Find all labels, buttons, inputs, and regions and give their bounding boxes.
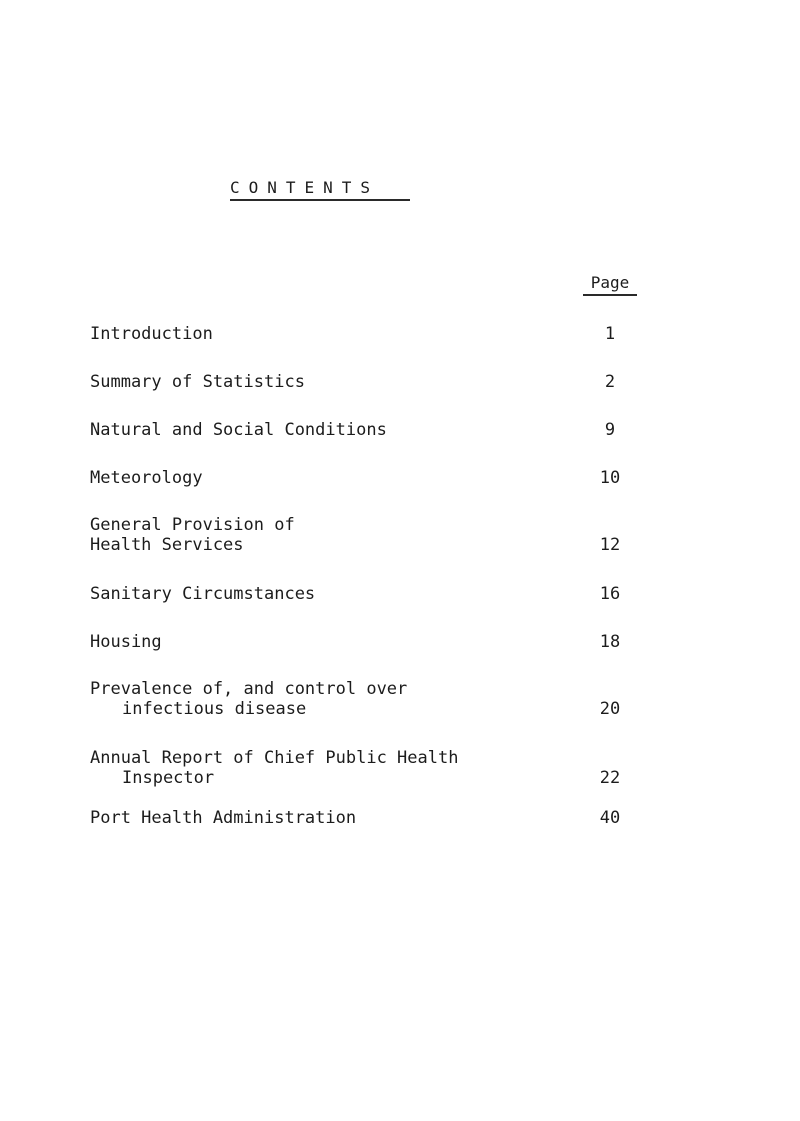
page-column-underline — [583, 294, 637, 296]
toc-entry-infectious-disease — [90, 679, 550, 719]
title-underline — [230, 199, 410, 201]
toc-entry-label: Annual Report of Chief Public Health — [90, 748, 459, 768]
toc-entry-natural-social-conditions — [90, 420, 550, 440]
toc-entry-introduction — [90, 324, 550, 344]
toc-entry-label: Meteorology — [90, 468, 203, 488]
toc-entry-port-health-administration — [90, 808, 550, 828]
toc-entry-page-number: 9 — [604, 420, 616, 440]
toc-entry-summary-of-statistics — [90, 372, 550, 392]
toc-entry-chief-public-health-inspector — [90, 748, 550, 788]
toc-entry-housing — [90, 632, 550, 652]
toc-entry-label: Sanitary Circumstances — [90, 584, 316, 604]
toc-entry-label: Housing — [90, 632, 162, 652]
toc-entry-label-continued: infectious disease — [122, 699, 307, 719]
toc-entry-meteorology — [90, 468, 550, 488]
toc-entry-label: Summary of Statistics — [90, 372, 305, 392]
toc-entry-page-number: 2 — [604, 372, 616, 392]
toc-entry-label: Prevalence of, and control over — [90, 679, 408, 699]
toc-entry-page-number: 16 — [599, 584, 621, 604]
toc-entry-label-continued: Inspector — [122, 768, 215, 788]
toc-entry-sanitary-circumstances — [90, 584, 550, 604]
toc-entry-page-number: 10 — [599, 468, 621, 488]
toc-entry-page-number: 22 — [599, 768, 621, 788]
page-title: CONTENTS — [230, 178, 380, 197]
toc-entry-page-number: 12 — [599, 535, 621, 555]
page-column-label: Page — [590, 273, 630, 292]
toc-entry-label-continued: Health Services — [90, 535, 244, 555]
toc-entry-page-number: 1 — [604, 324, 616, 344]
toc-entry-page-number: 20 — [599, 699, 621, 719]
toc-entry-label: Natural and Social Conditions — [90, 420, 387, 440]
toc-entry-label: Port Health Administration — [90, 808, 357, 828]
toc-entry-general-provision-health-services — [90, 515, 550, 555]
toc-entry-label: General Provision of — [90, 515, 295, 535]
toc-entry-page-number: 18 — [599, 632, 621, 652]
toc-entry-label: Introduction — [90, 324, 213, 344]
toc-entry-page-number: 40 — [599, 808, 621, 828]
